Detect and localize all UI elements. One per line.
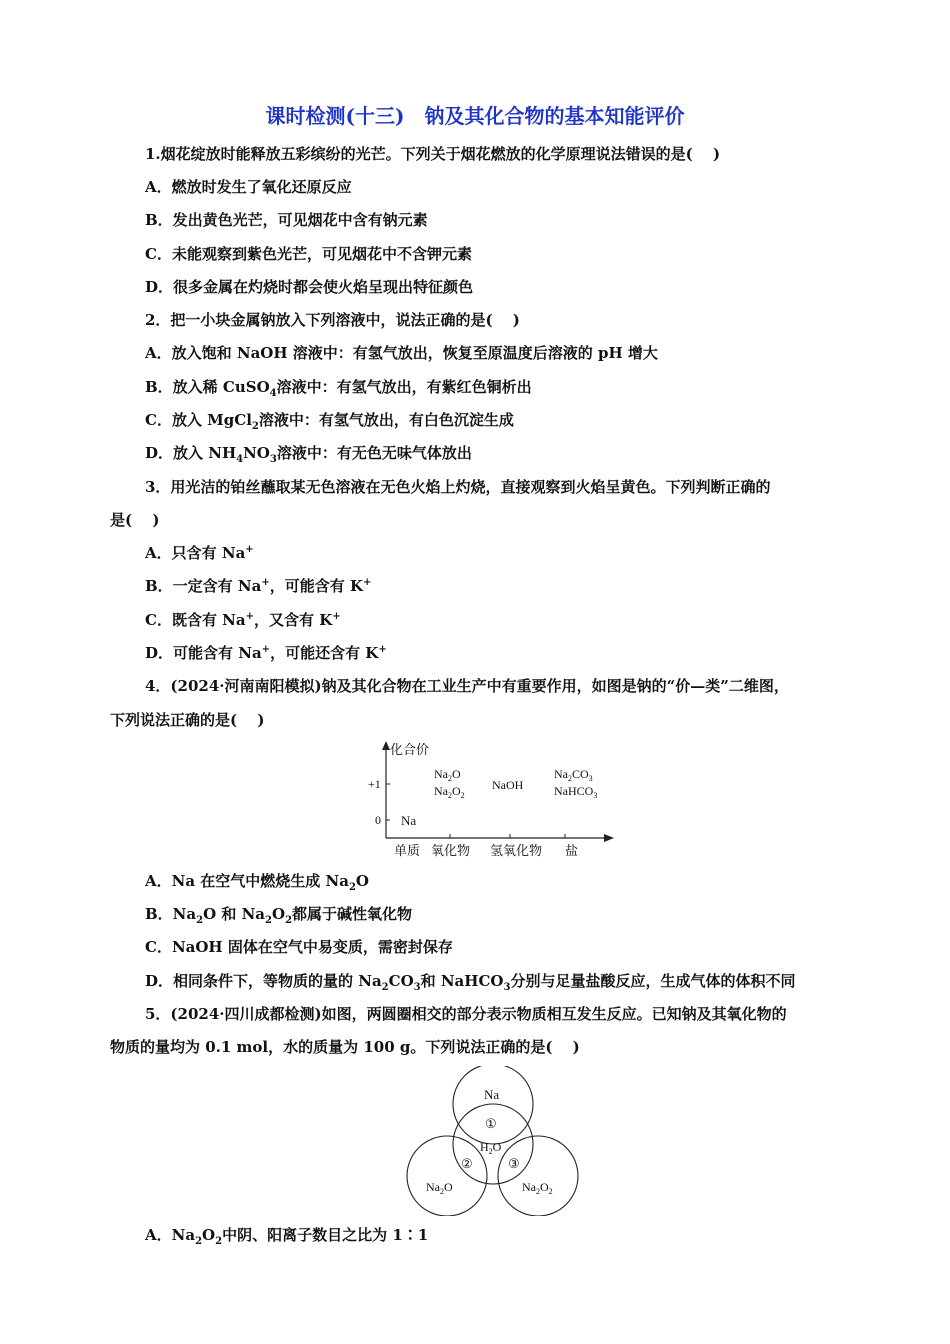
y-tick-label-zero: 0 [375,813,381,827]
region-3-marker: ③ [508,1156,520,1171]
page-title: 课时检测(十三) 钠及其化合物的基本知能评价 [265,104,685,128]
q1-option-a: A．燃放时发生了氧化还原反应 [145,178,352,196]
q4-option-c: C．NaOH 固体在空气中易变质，需密封保存 [145,938,453,956]
q4-stem-line1: 4．(2024·河南南阳模拟)钠及其化合物在工业生产中有重要作用，如图是钠的“价—类”二维图， [145,677,789,695]
venn-label-h2o: $H_2O$ [480,1140,502,1156]
x-label-salt: 盐 [565,843,579,858]
valence-class-diagram [360,738,630,864]
point-naoh: NaOH [492,778,524,792]
q2-option-c: C．放入 MgCl$_2$溶液中：有氢气放出，有白色沉淀生成 [145,411,514,432]
point-na2co3: $Na_2CO_3$ [554,767,593,783]
circle-na [453,1066,533,1144]
y-axis-label: 化合价 [390,742,430,757]
q3-option-a: A．只含有 Na+ [145,544,254,562]
point-na2o: $Na_2O$ [434,767,461,783]
y-axis-arrow [382,741,390,750]
region-2-marker: ② [461,1156,473,1171]
q2-option-a: A．放入饱和 NaOH 溶液中：有氢气放出，恢复至原温度后溶液的 pH 增大 [145,344,658,362]
x-axis-arrow [604,834,614,842]
q1-option-d: D．很多金属在灼烧时都会使火焰呈现出特征颜色 [145,278,474,296]
venn-diagram [400,1066,585,1216]
q3-option-d: D．可能含有 Na+，可能还含有 K+ [145,644,387,662]
q4-option-d: D．相同条件下，等物质的量的 $Na_2CO_3$和 NaHCO$_3$分别与足量盐酸反应，生成气体的体积不同 [145,972,796,993]
point-nahco3: NaHCO$_3$ [554,784,598,800]
q4-option-a: A．Na 在空气中燃烧生成 $Na_2O$ [145,872,369,893]
q3-option-c: C．既含有 Na+，又含有 K+ [145,611,341,629]
venn-label-na2o: $Na_2O$ [426,1180,453,1196]
point-na: Na [401,813,417,828]
circle-na2o [407,1136,487,1216]
q5-stem-line2: 物质的量均为 0.1 mol，水的质量为 100 g。下列说法正确的是( ) [110,1038,580,1056]
x-label-element: 单质 [394,843,421,858]
x-label-hydroxide: 氢氧化物 [490,843,543,858]
q1-stem: 1.烟花绽放时能释放五彩缤纷的光芒。下列关于烟花燃放的化学原理说法错误的是( ) [145,145,721,163]
q2-option-b: B．放入稀 CuSO$_4$溶液中：有氢气放出，有紫红色铜析出 [145,378,532,399]
y-tick-label-plus1: +1 [368,777,381,791]
q2-option-d: D．放入 $NH_4NO_3$溶液中：有无色无味气体放出 [145,444,472,465]
q4-stem-line2: 下列说法正确的是( ) [110,711,265,729]
q1-option-b: B．发出黄色光芒，可见烟花中含有钠元素 [145,211,428,229]
q5-option-a: A．$Na_2O_2$中阴、阳离子数目之比为 1∶1 [145,1226,429,1247]
q5-stem-line1: 5．(2024·四川成都检测)如图，两圆圈相交的部分表示物质相互发生反应。已知钠及其氧化物的 [145,1005,787,1023]
q1-option-c: C．未能观察到紫色光芒，可见烟花中不含钾元素 [145,245,472,263]
circle-na2o2 [498,1136,578,1216]
q2-stem: 2．把一小块金属钠放入下列溶液中，说法正确的是( ) [145,311,520,329]
point-na2o2: $Na_2O_2$ [434,784,465,800]
x-label-oxide: 氧化物 [431,843,471,858]
q3-stem-line2: 是( ) [110,511,160,529]
venn-label-na: Na [484,1087,500,1102]
q3-stem-line1: 3．用光洁的铂丝蘸取某无色溶液在无色火焰上灼烧，直接观察到火焰呈黄色。下列判断正确的 [145,478,771,496]
q3-option-b: B．一定含有 Na+，可能含有 K+ [145,577,372,595]
region-1-marker: ① [485,1116,497,1131]
q4-option-b: B．$Na_2O$ 和 $Na_2O_2$都属于碱性氧化物 [145,905,413,926]
venn-label-na2o2: $Na_2O_2$ [522,1180,553,1196]
